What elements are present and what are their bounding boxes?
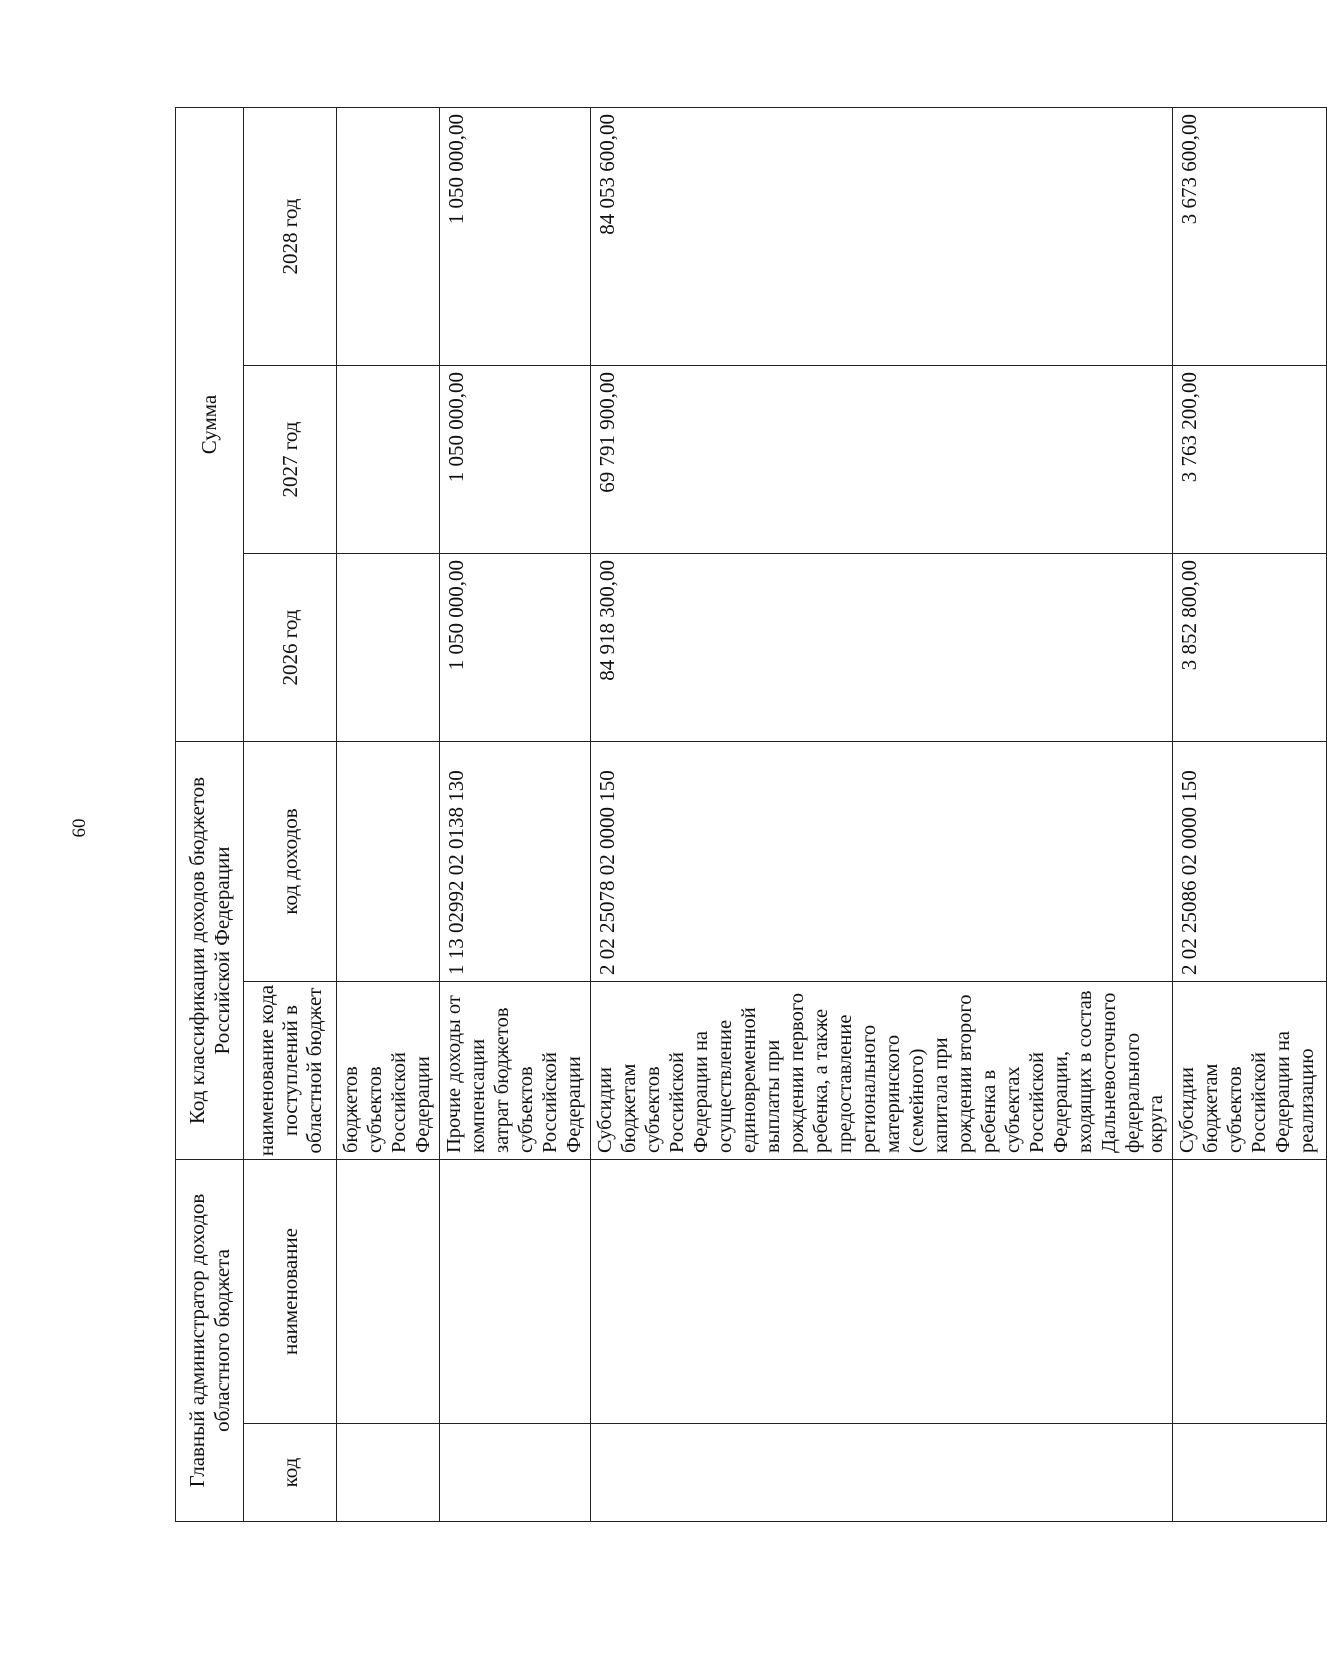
row-admin-code <box>439 1424 590 1522</box>
table-row <box>590 107 1173 1521</box>
header-class-name: наименование кода поступлений в областной бюджет <box>244 982 337 1160</box>
row-income-code: 2 02 25086 02 0000 150 <box>1173 741 1327 981</box>
row-income-name: Прочие доходы от компенсации затрат бюджетов субъектов Российской Федерации <box>439 982 590 1160</box>
row-sum-2027: 3 763 200,00 <box>1173 365 1327 553</box>
row-sum-2026: 1 050 000,00 <box>439 553 590 741</box>
header-year-2026: 2026 год <box>244 553 337 741</box>
row-sum-2027: 1 050 000,00 <box>439 365 590 553</box>
income-table <box>175 107 1327 1522</box>
page-number: 60 <box>69 818 90 838</box>
row-admin-name <box>439 1160 590 1424</box>
row-admin-name <box>590 1160 1173 1424</box>
table-row <box>337 107 440 1521</box>
row-income-code <box>337 741 440 981</box>
header-year-2027: 2027 год <box>244 365 337 553</box>
header-year-2028: 2028 год <box>244 107 337 365</box>
row-sum-2028: 1 050 000,00 <box>439 107 590 365</box>
row-sum-2026: 3 852 800,00 <box>1173 553 1327 741</box>
row-sum-2028: 3 673 600,00 <box>1173 107 1327 365</box>
table-row <box>1173 107 1327 1521</box>
table-row <box>439 107 590 1521</box>
header-class-group: Код классификации доходов бюджетов Российской Федерации <box>176 741 244 1159</box>
header-admin-name: наименование <box>244 1160 337 1424</box>
row-income-code: 2 02 25078 02 0000 150 <box>590 741 1173 981</box>
row-sum-2026 <box>337 553 440 741</box>
row-admin-name <box>1173 1160 1327 1424</box>
row-sum-2027 <box>337 365 440 553</box>
header-admin-group: Главный администратор доходов областного бюджета <box>176 1160 244 1522</box>
row-admin-code <box>590 1424 1173 1522</box>
row-income-name: Субсидии бюджетам субъектов Российской Федерации на осуществление единовременной выплаты при рождении первого ребенка, а также предоставление регионального материнского (семейного) капитала при рождении второго ребенка в субъектах Российской Федерации, входящих в состав Дальневосточного федерального округа <box>590 982 1173 1160</box>
row-admin-code <box>1173 1424 1327 1522</box>
row-income-code: 1 13 02992 02 0138 130 <box>439 741 590 981</box>
row-admin-name <box>337 1160 440 1424</box>
rotated-table-wrapper <box>175 108 1319 1522</box>
row-income-name: бюджетов субъектов Российской Федерации <box>337 982 440 1160</box>
row-admin-code <box>337 1424 440 1522</box>
row-sum-2028: 84 053 600,00 <box>590 107 1173 365</box>
row-sum-2028 <box>337 107 440 365</box>
row-sum-2026: 84 918 300,00 <box>590 553 1173 741</box>
row-sum-2027: 69 791 900,00 <box>590 365 1173 553</box>
row-income-name: Субсидии бюджетам субъектов Российской Федерации на реализацию <box>1173 982 1327 1160</box>
header-admin-code: код <box>244 1424 337 1522</box>
header-sum-group: Сумма <box>176 107 244 741</box>
header-class-code: код доходов <box>244 741 337 981</box>
